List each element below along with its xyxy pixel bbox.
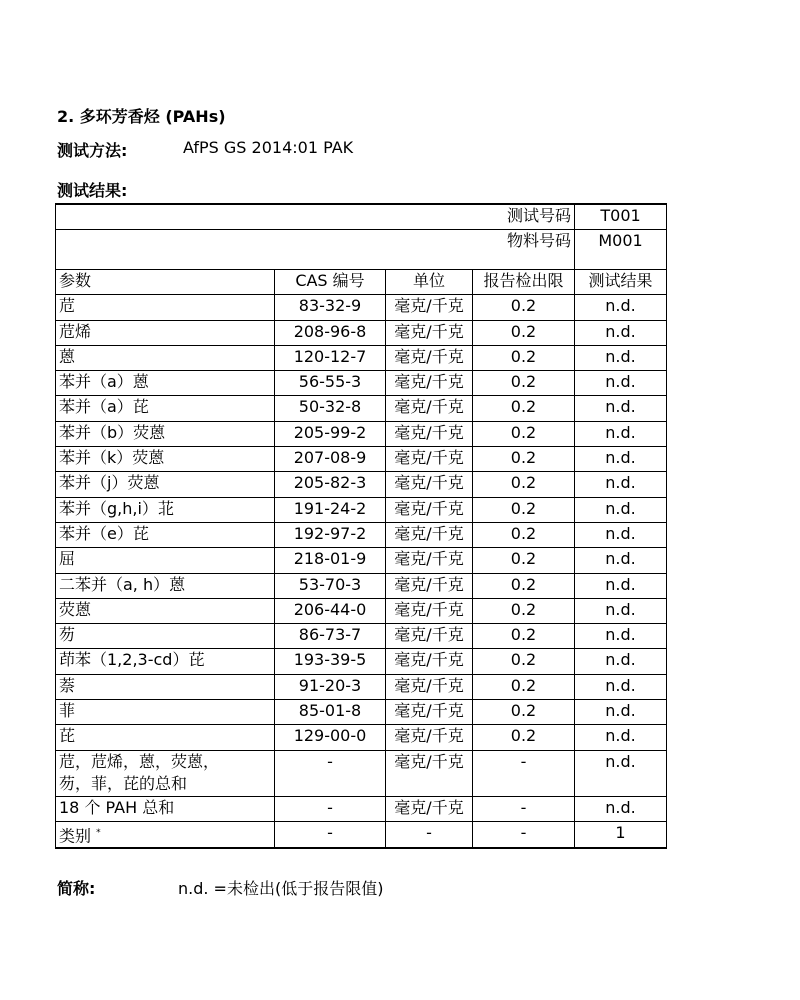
cell-result: n.d.: [575, 345, 667, 370]
cell-unit: 毫克/千克: [386, 295, 473, 320]
abbreviation-label: 简称:: [57, 879, 96, 898]
cell-result: n.d.: [575, 295, 667, 320]
cell-unit: 毫克/千克: [386, 447, 473, 472]
cell-result: n.d.: [575, 649, 667, 674]
cell-param: 苯并（g,h,i）苝: [56, 497, 275, 522]
cell-param: 苯并（k）荧蒽: [56, 447, 275, 472]
sum-param: 苊，苊烯，蒽，荧蒽， 芴，菲，芘的总和: [56, 750, 275, 796]
cell-result: n.d.: [575, 548, 667, 573]
cell-result: n.d.: [575, 700, 667, 725]
section-heading: 2. 多环芳香烃 (PAHs): [57, 107, 226, 126]
cell-unit: 毫克/千克: [386, 522, 473, 547]
table-row: [56, 674, 667, 699]
table-row: [56, 497, 667, 522]
cell-unit: 毫克/千克: [386, 548, 473, 573]
cell-param: 苊: [56, 295, 275, 320]
header-param: 参数: [56, 270, 275, 295]
cell-cas: 53-70-3: [275, 573, 386, 598]
cell-result: n.d.: [575, 421, 667, 446]
cell-cas: 191-24-2: [275, 497, 386, 522]
cell-rl: 0.2: [473, 371, 575, 396]
sum-rl: -: [473, 750, 575, 796]
sum18-unit: 毫克/千克: [386, 796, 473, 821]
cell-unit: 毫克/千克: [386, 371, 473, 396]
cell-cas: 218-01-9: [275, 548, 386, 573]
test-number-label: 测试号码: [56, 204, 575, 230]
cell-rl: 0.2: [473, 649, 575, 674]
cell-cas: 56-55-3: [275, 371, 386, 396]
cell-cas: 206-44-0: [275, 598, 386, 623]
cell-unit: 毫克/千克: [386, 320, 473, 345]
cell-rl: 0.2: [473, 295, 575, 320]
cell-rl: 0.2: [473, 396, 575, 421]
table-row: [56, 573, 667, 598]
cell-param: 菲: [56, 700, 275, 725]
cell-unit: 毫克/千克: [386, 573, 473, 598]
cell-param: 茚苯（1,2,3-cd）芘: [56, 649, 275, 674]
category-unit: -: [386, 821, 473, 848]
cell-param: 二苯并（a, h）蒽: [56, 573, 275, 598]
test-method-value: AfPS GS 2014:01 PAK: [183, 138, 354, 157]
table-row: [56, 649, 667, 674]
header-result: 测试结果: [575, 270, 667, 295]
cell-param: 芘: [56, 725, 275, 750]
cell-cas: 129-00-0: [275, 725, 386, 750]
cell-unit: 毫克/千克: [386, 396, 473, 421]
cell-result: n.d.: [575, 624, 667, 649]
table-row: [56, 700, 667, 725]
category-cas: -: [275, 821, 386, 848]
cell-param: 荧蒽: [56, 598, 275, 623]
cell-unit: 毫克/千克: [386, 674, 473, 699]
material-number-row: [56, 230, 667, 270]
cell-result: n.d.: [575, 320, 667, 345]
table-row: [56, 522, 667, 547]
cell-rl: 0.2: [473, 624, 575, 649]
table-row: [56, 472, 667, 497]
cell-rl: 0.2: [473, 497, 575, 522]
cell-cas: 205-99-2: [275, 421, 386, 446]
cell-cas: 208-96-8: [275, 320, 386, 345]
cell-result: n.d.: [575, 725, 667, 750]
abbreviation-value: n.d. =未检出(低于报告限值): [178, 879, 384, 898]
cell-rl: 0.2: [473, 548, 575, 573]
test-number-row: [56, 204, 667, 230]
cell-unit: 毫克/千克: [386, 345, 473, 370]
cell-cas: 207-08-9: [275, 447, 386, 472]
cell-cas: 193-39-5: [275, 649, 386, 674]
cell-rl: 0.2: [473, 700, 575, 725]
cell-param: 苯并（a）蒽: [56, 371, 275, 396]
cell-unit: 毫克/千克: [386, 472, 473, 497]
cell-rl: 0.2: [473, 421, 575, 446]
sum-result: n.d.: [575, 750, 667, 796]
cell-unit: 毫克/千克: [386, 497, 473, 522]
table-row: [56, 396, 667, 421]
cell-cas: 85-01-8: [275, 700, 386, 725]
cell-param: 屈: [56, 548, 275, 573]
header-rl: 报告检出限: [473, 270, 575, 295]
header-unit: 单位: [386, 270, 473, 295]
cell-cas: 192-97-2: [275, 522, 386, 547]
table-row: [56, 447, 667, 472]
cell-rl: 0.2: [473, 573, 575, 598]
cell-param: 苯并（j）荧蒽: [56, 472, 275, 497]
cell-param: 苯并（a）芘: [56, 396, 275, 421]
cell-result: n.d.: [575, 522, 667, 547]
table-row: [56, 598, 667, 623]
test-number-value: T001: [575, 204, 667, 230]
header-row: [56, 270, 667, 295]
material-number-value: M001: [575, 230, 667, 270]
sum18-cas: -: [275, 796, 386, 821]
material-number-label: 物料号码: [56, 230, 575, 270]
results-table: [55, 203, 667, 849]
cell-rl: 0.2: [473, 598, 575, 623]
sum-unit: 毫克/千克: [386, 750, 473, 796]
table-row: [56, 725, 667, 750]
header-cas: CAS 编号: [275, 270, 386, 295]
category-rl: -: [473, 821, 575, 848]
category-row: [56, 821, 667, 848]
cell-param: 萘: [56, 674, 275, 699]
cell-param: 苯并（b）荧蒽: [56, 421, 275, 446]
table-row: [56, 421, 667, 446]
cell-param: 苯并（e）芘: [56, 522, 275, 547]
table-row: [56, 548, 667, 573]
cell-result: n.d.: [575, 371, 667, 396]
cell-result: n.d.: [575, 447, 667, 472]
cell-cas: 91-20-3: [275, 674, 386, 699]
test-results-label: 测试结果:: [57, 181, 128, 200]
cell-unit: 毫克/千克: [386, 598, 473, 623]
table-row: [56, 371, 667, 396]
sum-row: [56, 750, 667, 796]
cell-result: n.d.: [575, 472, 667, 497]
cell-cas: 83-32-9: [275, 295, 386, 320]
sum18-param: 18 个 PAH 总和: [56, 796, 275, 821]
sum18-result: n.d.: [575, 796, 667, 821]
cell-rl: 0.2: [473, 674, 575, 699]
cell-cas: 205-82-3: [275, 472, 386, 497]
category-result: 1: [575, 821, 667, 848]
cell-result: n.d.: [575, 598, 667, 623]
cell-cas: 50-32-8: [275, 396, 386, 421]
cell-unit: 毫克/千克: [386, 700, 473, 725]
test-method-label: 测试方法:: [57, 141, 128, 160]
cell-rl: 0.2: [473, 320, 575, 345]
sum18-rl: -: [473, 796, 575, 821]
cell-rl: 0.2: [473, 725, 575, 750]
cell-result: n.d.: [575, 396, 667, 421]
cell-rl: 0.2: [473, 472, 575, 497]
cell-rl: 0.2: [473, 345, 575, 370]
table-row: [56, 295, 667, 320]
table-row: [56, 345, 667, 370]
cell-param: 蒽: [56, 345, 275, 370]
footnote-mark: *: [96, 827, 101, 838]
cell-unit: 毫克/千克: [386, 624, 473, 649]
cell-cas: 120-12-7: [275, 345, 386, 370]
cell-result: n.d.: [575, 674, 667, 699]
sum-cas: -: [275, 750, 386, 796]
cell-rl: 0.2: [473, 522, 575, 547]
category-param: 类别 *: [56, 821, 275, 848]
table-row: [56, 624, 667, 649]
table-row: [56, 320, 667, 345]
cell-cas: 86-73-7: [275, 624, 386, 649]
cell-param: 芴: [56, 624, 275, 649]
sum18-row: [56, 796, 667, 821]
cell-unit: 毫克/千克: [386, 649, 473, 674]
cell-result: n.d.: [575, 497, 667, 522]
cell-result: n.d.: [575, 573, 667, 598]
cell-unit: 毫克/千克: [386, 421, 473, 446]
cell-rl: 0.2: [473, 447, 575, 472]
cell-unit: 毫克/千克: [386, 725, 473, 750]
cell-param: 苊烯: [56, 320, 275, 345]
